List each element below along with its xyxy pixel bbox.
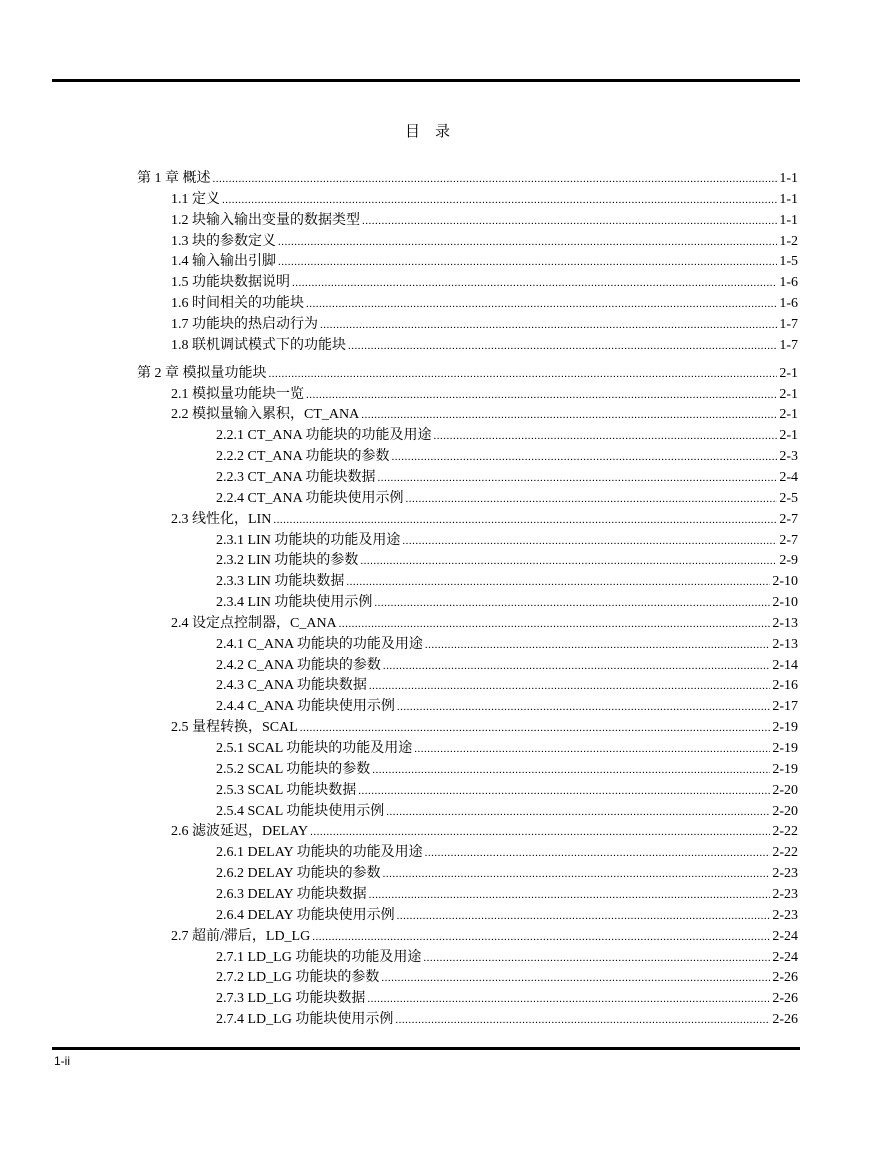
toc-dot-leader <box>414 739 770 759</box>
toc-dot-leader <box>339 614 771 634</box>
toc-entry-page: 2-20 <box>772 803 798 819</box>
toc-entry-page: 2-20 <box>772 782 798 798</box>
toc-subsection-entry[interactable] <box>216 906 798 926</box>
toc-dot-leader <box>433 426 777 446</box>
toc-dot-leader <box>278 252 777 272</box>
toc-subsection-entry[interactable] <box>216 593 798 613</box>
toc-entry-page: 1-5 <box>779 254 798 270</box>
toc-entry-label: 2.5.4 SCAL 功能块使用示例 <box>216 803 385 819</box>
toc-entry-label: 1.2 块输入输出变量的数据类型 <box>171 212 360 228</box>
toc-entry-label: 1.7 功能块的热启动行为 <box>171 316 318 332</box>
toc-entry-label: 2.7.4 LD_LG 功能块使用示例 <box>216 1012 394 1027</box>
toc-entry-label: 1.3 块的参数定义 <box>171 233 276 249</box>
toc-entry-page: 1-1 <box>779 191 798 207</box>
toc-entry-page: 2-5 <box>779 490 798 506</box>
toc-chapter-entry[interactable] <box>137 364 798 384</box>
toc-entry-page: 2-1 <box>779 407 798 423</box>
toc-dot-leader <box>395 1010 770 1030</box>
toc-entry-page: 2-13 <box>772 636 798 652</box>
toc-dot-leader <box>423 948 770 968</box>
toc-subsection-entry[interactable] <box>216 1010 798 1030</box>
footer-page-number: 1-ii <box>54 1054 71 1068</box>
toc-dot-leader <box>383 656 770 676</box>
toc-subsection-entry[interactable] <box>216 864 798 884</box>
toc-dot-leader <box>358 781 770 801</box>
toc-dot-leader <box>269 364 778 384</box>
toc-dot-leader <box>386 802 770 822</box>
toc-dot-leader <box>425 635 770 655</box>
toc-dot-leader <box>372 760 770 780</box>
toc-subsection-entry[interactable] <box>216 968 798 988</box>
toc-entry-page: 2-16 <box>772 678 798 694</box>
toc-entry-page: 1-7 <box>779 337 798 353</box>
toc-section-entry[interactable] <box>171 385 798 405</box>
toc-dot-leader <box>397 697 770 717</box>
toc-dot-leader <box>360 551 777 571</box>
toc-entry-label: 2.2.1 CT_ANA 功能块的功能及用途 <box>216 428 432 444</box>
toc-dot-leader <box>300 718 771 738</box>
toc-dot-leader <box>391 447 777 467</box>
toc-entry-label: 2.1 模拟量功能块一览 <box>171 386 304 402</box>
toc-entry-label: 2.3.4 LIN 功能块使用示例 <box>216 595 373 610</box>
toc-dot-leader <box>425 843 771 863</box>
toc-entry-label: 2.2.3 CT_ANA 功能块数据 <box>216 469 376 485</box>
toc-dot-leader <box>222 190 777 210</box>
toc-section-entry[interactable] <box>171 336 798 356</box>
toc-section-entry[interactable] <box>171 252 798 272</box>
toc-entry-page: 1-6 <box>779 296 798 312</box>
toc-entry-page: 2-23 <box>772 886 798 902</box>
toc-subsection-entry[interactable] <box>216 760 798 780</box>
toc-entry-label: 2.7.1 LD_LG 功能块的功能及用途 <box>216 949 422 965</box>
toc-entry-label: 1.4 输入输出引脚 <box>171 254 276 270</box>
toc-subsection-entry[interactable] <box>216 781 798 801</box>
toc-subsection-entry[interactable] <box>216 551 798 571</box>
toc-subsection-entry[interactable] <box>216 843 798 863</box>
toc-dot-leader <box>383 864 771 884</box>
toc-entry-page: 2-1 <box>779 365 798 381</box>
toc-section-entry[interactable] <box>171 315 798 335</box>
toc-entry-page: 2-10 <box>772 595 798 610</box>
toc-entry-label: 2.7.2 LD_LG 功能块的参数 <box>216 970 380 986</box>
toc-subsection-entry[interactable] <box>216 468 798 488</box>
toc-dot-leader <box>312 927 770 947</box>
toc-dot-leader <box>306 385 777 405</box>
toc-entry-label: 2.4.1 C_ANA 功能块的功能及用途 <box>216 636 423 652</box>
toc-entry-page: 1-7 <box>779 316 798 332</box>
toc-subsection-entry[interactable] <box>216 697 798 717</box>
toc-dot-leader <box>369 676 770 696</box>
toc-entry-page: 2-22 <box>772 824 798 840</box>
toc-entry-page: 1-1 <box>779 212 798 228</box>
toc-subsection-entry[interactable] <box>216 531 798 551</box>
toc-dot-leader <box>346 572 770 592</box>
toc-entry-page: 2-9 <box>779 553 798 569</box>
toc-subsection-entry[interactable] <box>216 802 798 822</box>
toc-entry-label: 2.3.3 LIN 功能块数据 <box>216 574 345 590</box>
toc-dot-leader <box>377 468 777 488</box>
toc-entry-label: 2.4 设定点控制器，C_ANA <box>171 615 337 631</box>
toc-section-entry[interactable] <box>171 190 798 210</box>
toc-dot-leader <box>397 906 771 926</box>
toc-entry-label: 1.5 功能块数据说明 <box>171 275 290 291</box>
toc-entry-page: 2-19 <box>772 720 798 736</box>
toc-entry-label: 2.6.3 DELAY 功能块数据 <box>216 886 367 902</box>
toc-dot-leader <box>348 336 777 356</box>
toc-section-entry[interactable] <box>171 614 798 634</box>
toc-entry-label: 2.5.2 SCAL 功能块的参数 <box>216 761 371 777</box>
toc-entry-page: 2-4 <box>779 469 798 485</box>
toc-section-entry[interactable] <box>171 294 798 314</box>
toc-entry-label: 2.2.4 CT_ANA 功能块使用示例 <box>216 490 404 506</box>
toc-entry-page: 2-26 <box>772 970 798 986</box>
toc-entry-page: 1-6 <box>779 275 798 291</box>
toc-entry-page: 2-26 <box>772 991 798 1007</box>
toc-section-entry[interactable] <box>171 927 798 947</box>
toc-entry-label: 1.8 联机调试模式下的功能块 <box>171 337 346 353</box>
toc-entry-page: 2-19 <box>772 761 798 777</box>
toc-section-entry[interactable] <box>171 510 798 530</box>
toc-dot-leader <box>374 593 770 613</box>
toc-title: 目 录 <box>404 124 450 140</box>
toc-dot-leader <box>213 169 778 189</box>
toc-entry-page: 2-10 <box>772 574 798 590</box>
toc-entry-page: 2-1 <box>779 386 798 402</box>
toc-entry-label: 2.6.1 DELAY 功能块的功能及用途 <box>216 845 423 861</box>
toc-section-entry[interactable] <box>171 232 798 252</box>
toc-dot-leader <box>292 273 777 293</box>
toc-subsection-entry[interactable] <box>216 739 798 759</box>
toc-section-entry[interactable] <box>171 405 798 425</box>
header-rule <box>52 79 800 82</box>
toc-entry-page: 2-24 <box>772 949 798 965</box>
toc-section-entry[interactable] <box>171 273 798 293</box>
toc-dot-leader <box>306 294 777 314</box>
toc-entry-label: 2.5.3 SCAL 功能块数据 <box>216 782 357 798</box>
toc-entry-page: 2-7 <box>779 532 798 548</box>
toc-entry-page: 2-23 <box>772 907 798 923</box>
toc-entry-page: 2-19 <box>772 741 798 756</box>
toc-entry-label: 1.1 定义 <box>171 191 220 207</box>
toc-entry-page: 1-2 <box>779 233 798 249</box>
toc-section-entry[interactable] <box>171 822 798 842</box>
toc-entry-label: 2.3 线性化，LIN <box>171 511 272 527</box>
toc-entry-label: 2.2 模拟量输入累积，CT_ANA <box>171 407 360 423</box>
toc-entry-page: 2-22 <box>772 845 798 861</box>
toc-entry-page: 2-13 <box>772 615 798 631</box>
toc-dot-leader <box>367 989 770 1009</box>
toc-dot-leader <box>278 232 777 252</box>
toc-subsection-entry[interactable] <box>216 635 798 655</box>
toc-entry-label: 2.3.1 LIN 功能块的功能及用途 <box>216 532 401 548</box>
toc-entry-page: 2-1 <box>779 428 798 444</box>
toc-dot-leader <box>369 885 771 905</box>
toc-entry-label: 2.4.2 C_ANA 功能块的参数 <box>216 657 381 673</box>
toc-entry-label: 2.2.2 CT_ANA 功能块的参数 <box>216 449 390 465</box>
toc-entry-label: 2.6 滤波延迟，DELAY <box>171 824 309 840</box>
toc-subsection-entry[interactable] <box>216 447 798 467</box>
toc-subsection-entry[interactable] <box>216 948 798 968</box>
toc-entry-label: 2.5 量程转换，SCAL <box>171 720 298 736</box>
toc-entry-label: 2.7 超前/滞后，LD_LG <box>171 928 311 944</box>
toc-dot-leader <box>405 489 777 509</box>
toc-dot-leader <box>361 405 777 425</box>
toc-entry-page: 2-17 <box>772 699 798 715</box>
toc-dot-leader <box>320 315 777 335</box>
toc-section-entry[interactable] <box>171 718 798 738</box>
toc-dot-leader <box>273 510 777 530</box>
toc-dot-leader <box>310 822 770 842</box>
toc-entry-page: 2-24 <box>772 928 798 944</box>
toc-entry-page: 1-1 <box>779 171 798 186</box>
toc-subsection-entry[interactable] <box>216 489 798 509</box>
toc-entry-label: 2.5.1 SCAL 功能块的功能及用途 <box>216 741 413 756</box>
toc-entry-label: 1.6 时间相关的功能块 <box>171 296 304 312</box>
toc-chapter-entry[interactable] <box>137 169 798 189</box>
toc-dot-leader <box>402 531 777 551</box>
toc-entry-label: 2.6.4 DELAY 功能块使用示例 <box>216 907 395 923</box>
toc-subsection-entry[interactable] <box>216 676 798 696</box>
toc-subsection-entry[interactable] <box>216 426 798 446</box>
toc-subsection-entry[interactable] <box>216 989 798 1009</box>
toc-dot-leader <box>362 211 777 231</box>
toc-dot-leader <box>381 968 770 988</box>
footer-rule <box>52 1047 800 1050</box>
toc-entry-label: 2.7.3 LD_LG 功能块数据 <box>216 991 366 1007</box>
toc-entry-page: 2-3 <box>779 449 798 465</box>
toc-entry-label: 第 2 章 模拟量功能块 <box>137 365 267 381</box>
toc-entry-label: 2.4.3 C_ANA 功能块数据 <box>216 678 367 694</box>
toc-entry-label: 第 1 章 概述 <box>137 171 211 186</box>
toc-subsection-entry[interactable] <box>216 885 798 905</box>
toc-subsection-entry[interactable] <box>216 572 798 592</box>
toc-entry-label: 2.6.2 DELAY 功能块的参数 <box>216 866 381 882</box>
toc-entry-page: 2-7 <box>779 511 798 527</box>
toc-section-entry[interactable] <box>171 211 798 231</box>
toc-entry-page: 2-23 <box>772 866 798 882</box>
toc-entry-label: 2.4.4 C_ANA 功能块使用示例 <box>216 699 395 715</box>
toc-subsection-entry[interactable] <box>216 656 798 676</box>
toc-entry-label: 2.3.2 LIN 功能块的参数 <box>216 553 359 569</box>
toc-entry-page: 2-26 <box>772 1012 798 1027</box>
toc-entry-page: 2-14 <box>772 657 798 673</box>
